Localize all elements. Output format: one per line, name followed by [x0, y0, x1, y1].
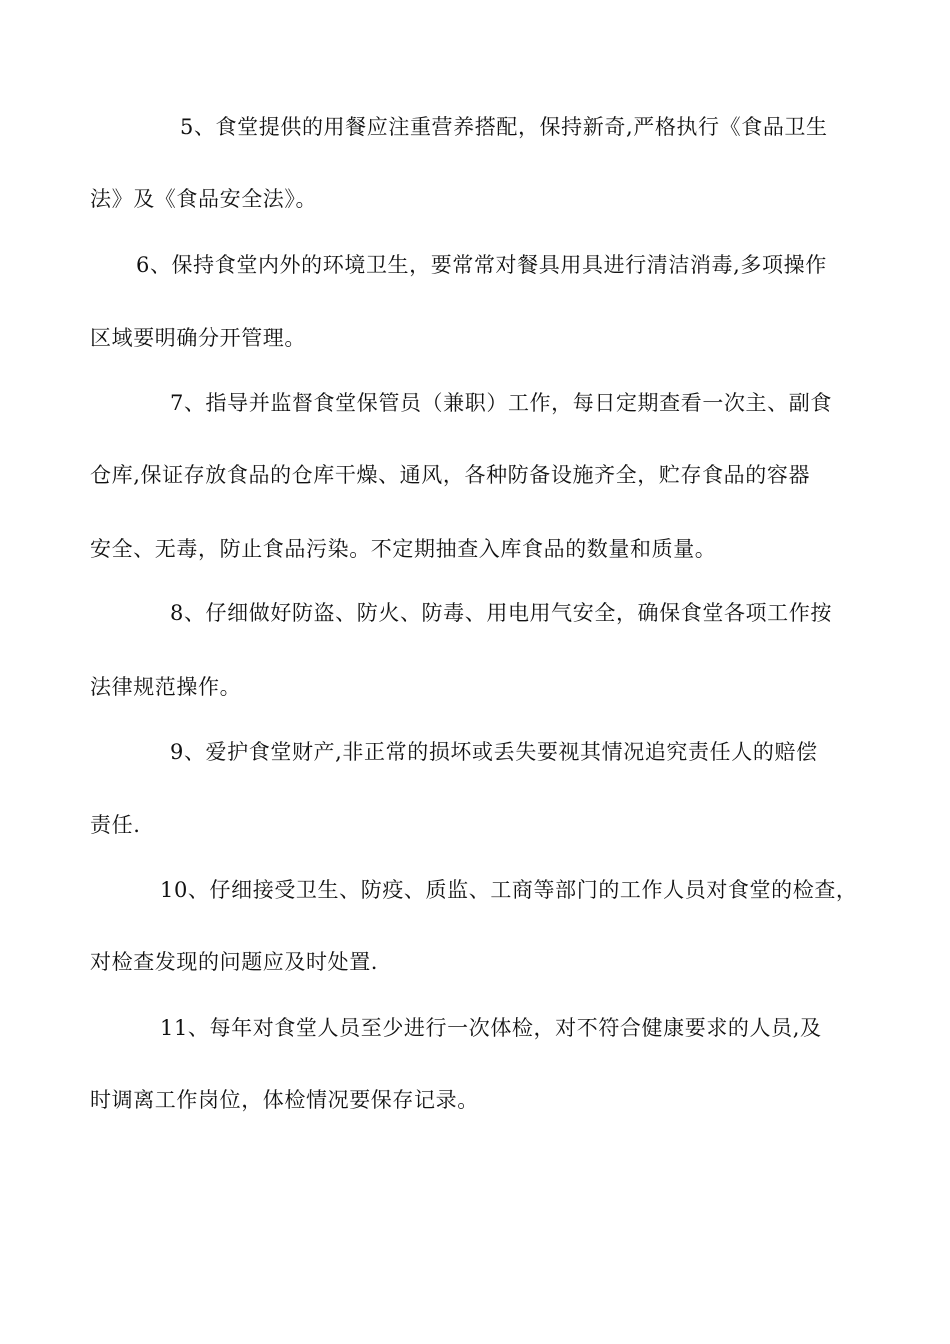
paragraph-5-line-2: 法》及《食品安全法》。 — [90, 187, 318, 211]
paragraph-5-line-1: 5、食堂提供的用餐应注重营养搭配，保持新奇,严格执行《食品卫生 — [180, 115, 828, 139]
paragraph-7-line-2: 仓库,保证存放食品的仓库干燥、通风，各种防备设施齐全，贮存食品的容器 — [90, 463, 811, 487]
paragraph-9-line-2: 责任. — [90, 813, 141, 837]
paragraph-7-line-1: 7、指导并监督食堂保管员（兼职）工作，每日定期查看一次主、副食 — [170, 391, 832, 415]
paragraph-9-line-1: 9、爱护食堂财产,非正常的损坏或丢失要视其情况追究责任人的赔偿 — [170, 740, 818, 764]
paragraph-8-line-2: 法律规范操作。 — [90, 675, 242, 699]
paragraph-8-line-1: 8、仔细做好防盗、防火、防毒、用电用气安全，确保食堂各项工作按 — [170, 601, 832, 625]
paragraph-11-line-2: 时调离工作岗位，体检情况要保存记录。 — [90, 1088, 479, 1112]
paragraph-6-line-1: 6、保持食堂内外的环境卫生，要常常对餐具用具进行清洁消毒,多项操作 — [136, 253, 827, 277]
paragraph-10-line-1: 10、仔细接受卫生、防疫、质监、工商等部门的工作人员对食堂的检查， — [160, 878, 858, 902]
paragraph-6-line-2: 区域要明确分开管理。 — [90, 326, 306, 350]
paragraph-11-line-1: 11、每年对食堂人员至少进行一次体检，对不符合健康要求的人员,及 — [160, 1016, 822, 1040]
paragraph-7-line-3: 安全、无毒，防止食品污染。不定期抽查入库食品的数量和质量。 — [90, 537, 717, 561]
paragraph-10-line-2: 对检查发现的问题应及时处置. — [90, 950, 379, 974]
